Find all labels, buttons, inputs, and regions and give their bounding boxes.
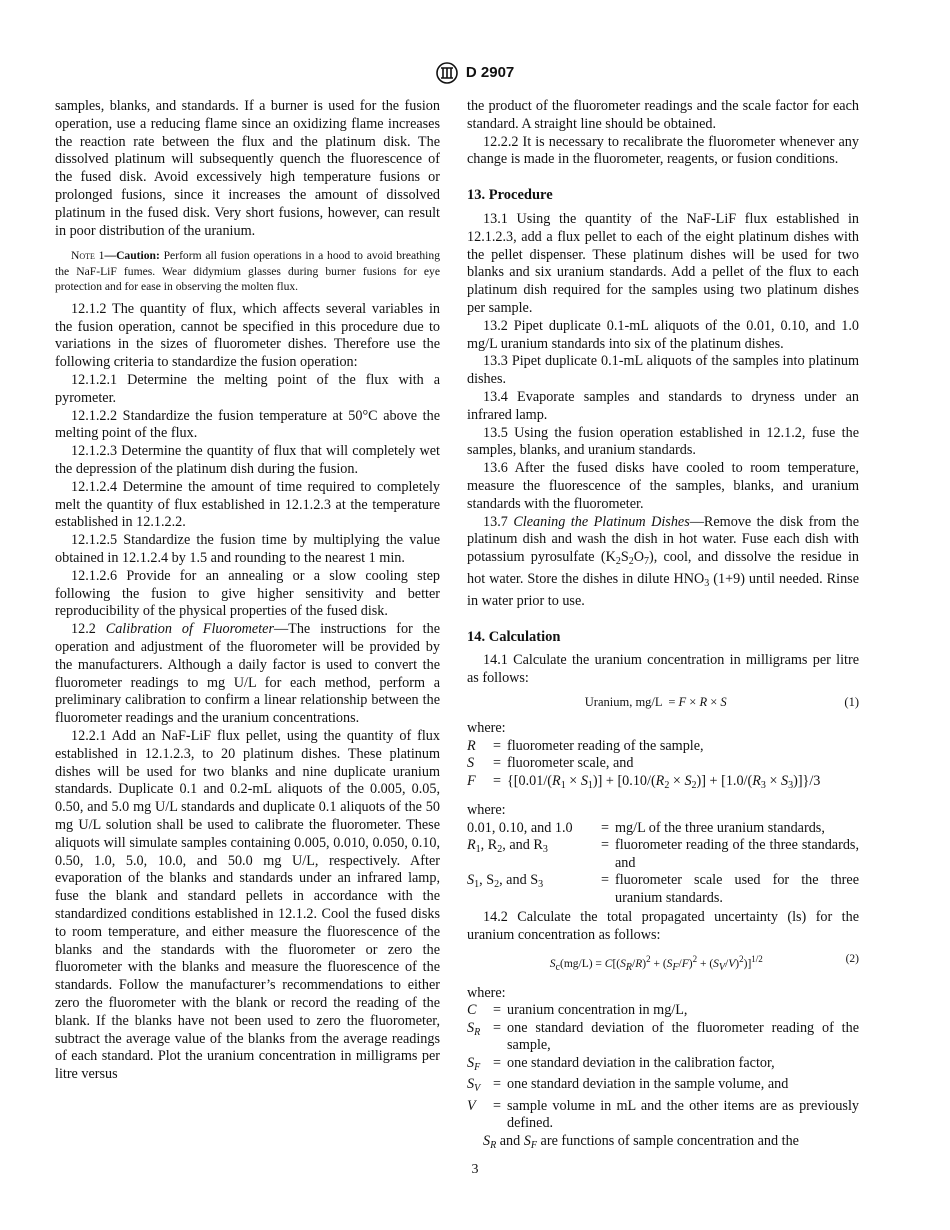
definition-row: $S_1$, $S_2$, and $S_3$ = fluorometer scale used for the three uranium standards.	[467, 872, 859, 906]
definition-row: V = sample volume in mL and the other items are as previously defined.	[467, 1097, 859, 1132]
paragraph: 12.1.2.5 Standardize the fusion time by multiplying the value obtained in 12.1.2.4 by 1.5 and rounding to the nearest 1 min.	[55, 532, 440, 567]
definitions-1	[467, 738, 859, 795]
paragraph: 12.1.2.4 Determine the amount of time required to completely melt the quantity of flux established in 12.1.2.3 at the temperature established in 12.1.2.2.	[55, 478, 440, 531]
section-heading-calculation: 14. Calculation	[467, 628, 561, 645]
paragraph-12-2: 12.2 Calibration of Fluorometer—The instructions for the operation and adjustment of the fluorometer will be provided by the manufacturers. Although a daily factor is used to convert the fluorometer readings to mg U/L for each method, perform a preliminary calibration to confirm a linear relationship between the fluorometer readings and the uranium concentrations.	[55, 621, 441, 727]
paragraph: 12.1.2.3 Determine the quantity of flux that will completely wet the depression of the platinum dish during the fusion.	[55, 443, 440, 478]
designation: D 2907	[465, 63, 515, 81]
definition-row: $S_V$ = one standard deviation in the sample volume, and	[467, 1076, 789, 1095]
paragraph: 13.3 Pipet duplicate 0.1-mL aliquots of the samples into platinum dishes.	[467, 353, 859, 388]
definition-row: $S_F$ = one standard deviation in the calibration factor,	[467, 1054, 775, 1073]
section-heading-procedure: 13. Procedure	[467, 187, 553, 204]
paragraph: 12.1.2.6 Provide for an annealing or a slow cooling step following the fusion to give higher sensitivity and better reproducibility of the physical properties of the fused disk.	[55, 567, 440, 620]
paragraph: 13.5 Using the fusion operation established in 12.1.2, fuse the samples, blanks, and uranium standards.	[467, 424, 859, 459]
right-column	[467, 98, 859, 1155]
paragraph: 12.1.2.2 Standardize the fusion temperature at 50°C above the melting point of the flux.	[55, 407, 440, 442]
paragraph: 12.2.1 Add an NaF-LiF flux pellet, using the quantity of flux established in 12.1.2.3, to 20 platinum dishes. These platinum dishes will be used for two blanks and nine duplicate uranium standards. Duplicate 0.1 and 0.2-mL aliquots of the 0.005, 0.05, 0.50, and 5.0 mg U/L standards and duplicate 0.1 aliquots of the 50 mg U/L solution shall be used to calibrate the fluorometer. These aliquots will simulate samples containing 0.005, 0.010, 0.050, 0.10, 0.50, 1.0, 5.0, 10.0, and 50.0 mg U/L, respectively. After evaporation of the blanks and standards under an infrared lamp, fuse the blank and standard pellets in accordance with the standardized conditions established in 12.1.2. Cool the fused disks to room temperature, and either measure the fluorescence of the blanks and the standards with the fluorometer or zero the fluorometer with the blanks and measure the fluorescence of the standards. Follow the manufacturer’s recommendations to either zero the fluorometer with the blank or record the reading of the blank. If the blanks have not been used to zero the fluorometer, subtract the average value of the blanks from the average readings of each standard. Plot the uranium concentration in milligrams per litre versus	[55, 728, 440, 1083]
equation-1: Uranium, mg/L = F × R × S (1)	[584, 694, 859, 709]
definition-row: F = $\{[0.01/(R_1 \times S_1)] + [0.10/(R_2 \times S_2)] + [1.0/(R_3 \times S_3)]\}/3$	[467, 772, 821, 791]
where-label: where:	[467, 802, 506, 818]
paragraph-last: $S_R$ and $S_F$ are functions of sample concentration and the	[483, 1132, 799, 1151]
definition-row: S = fluorometer scale, and	[467, 755, 634, 771]
paragraph: 12.1.2 The quantity of flux, which affects several variables in the fusion operation, cannot be specified in this procedure due to variations in the sizes of fluorometer dishes. Therefore use the following criteria to standardize the fusion operation:	[55, 300, 440, 371]
page-header	[0, 62, 950, 84]
astm-logo-icon	[436, 62, 458, 84]
where-label: where:	[467, 719, 506, 736]
left-column	[55, 98, 440, 1084]
definition-row: R = fluorometer reading of the sample,	[467, 737, 704, 754]
equation-2: $Sc(mg/L) = C[(SR/R)^2 + (SF/F)^2 + (SV/V)^2)]^{1/2}$ (2)	[549, 952, 859, 973]
page-number: 3	[471, 1162, 479, 1177]
definitions-2	[467, 820, 859, 908]
definition-row: $R_1$, $R_2$, and $R_3$ = fluorometer reading of the three standards, and	[467, 837, 859, 871]
definition-row: 0.01, 0.10, and 1.0 = mg/L of the three uranium standards,	[467, 819, 825, 836]
paragraph: 12.2.2 It is necessary to recalibrate the fluorometer whenever any change is made in the fluorometer, reagents, or fusion conditions.	[467, 133, 859, 168]
paragraph: 13.4 Evaporate samples and standards to dryness under an infrared lamp.	[467, 388, 859, 423]
paragraph: the product of the fluorometer readings and the scale factor for each standard. A straight line should be obtained.	[467, 98, 859, 132]
paragraph: 12.1.2.1 Determine the melting point of the flux with a pyrometer.	[55, 372, 440, 406]
definition-row: C = uranium concentration in mg/L,	[467, 1002, 688, 1019]
paragraph-13-7: 13.7 Cleaning the Platinum Dishes—Remove the disk from the platinum dish and wash the dish in hot water. Fuse each dish with potassium pyrosulfate $(K_2S_2O_7)$, cool, and dissolve the residue in hot water. Store the dishes in dilute $HNO_3$ (1+9) until needed. Rinse in water prior to use.	[467, 513, 859, 609]
paragraph: 14.2 Calculate the total propagated uncertainty (ls) for the uranium concentration as follows:	[467, 909, 859, 944]
paragraph: 13.1 Using the quantity of the NaF-LiF flux established in 12.1.2.3, add a flux pellet to each of the eight platinum dishes with the pellet dispenser. These platinum dishes will be used for two blanks and six uranium standards. Add a pellet of the flux to each platinum dish required for the samples using two platinum dishes per sample.	[467, 210, 859, 316]
where-label: where:	[467, 984, 506, 1001]
paragraph: 14.1 Calculate the uranium concentration in milligrams per litre as follows:	[467, 652, 859, 687]
definitions-3	[467, 1002, 859, 1133]
paragraph: 13.6 After the fused disks have cooled to room temperature, measure the fluorescence of the samples, blanks, and uranium standards with the fluorometer.	[467, 460, 859, 512]
paragraph: samples, blanks, and standards. If a burner is used for the fusion operation, use a reducing flame since an oxidizing flame increases the reaction rate between the flux and the platinum disk. The dissolved platinum will subsequently quench the fluorescence of the fused disk. Avoid excessively high temperature fusions or prolonged fusions, since it increases the amount of dissolved platinum in the fused disk. Very short fusions, however, can result in poor distribution of the uranium.	[55, 98, 440, 239]
note-1: Note 1—Caution: Perform all fusion operations in a hood to avoid breathing the NaF-LiF fumes. Wear didymium glasses during burner fusions for eye protection and for ease in observing the molten flux.	[55, 249, 440, 294]
definition-row: $S_R$ = one standard deviation of the fluorometer reading of the sample,	[467, 1019, 859, 1054]
paragraph: 13.2 Pipet duplicate 0.1-mL aliquots of the 0.01, 0.10, and 1.0 mg/L uranium standards into six of the platinum dishes.	[467, 317, 859, 352]
